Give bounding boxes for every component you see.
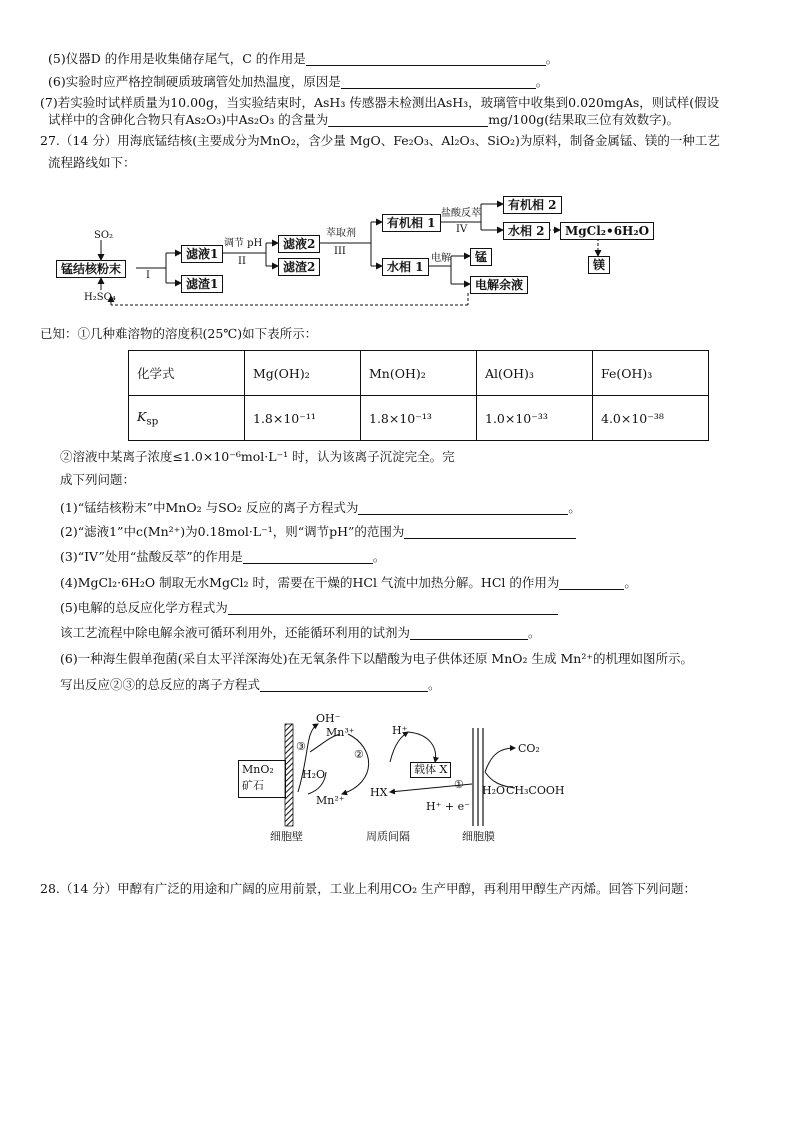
h2o-left-label: H₂O xyxy=(302,768,326,781)
q26-line-5 xyxy=(48,50,558,68)
part-6b-text: 写出反应②③的总反应的离子方程式 xyxy=(60,677,261,692)
answer-blank[interactable] xyxy=(328,112,488,127)
box-filtrate-1: 滤液1 xyxy=(181,245,223,263)
step-4-label: IV xyxy=(456,224,468,235)
q27-part-2 xyxy=(60,523,576,541)
box-powder: 锰结核粉末 xyxy=(56,260,126,278)
known-1 xyxy=(40,325,317,343)
table-cell: 化学式 xyxy=(129,351,245,396)
known-2 xyxy=(60,448,455,466)
q27-part-5b xyxy=(60,624,541,642)
hcl-strip-label: 盐酸反萃 xyxy=(441,208,481,219)
step-2-label: II xyxy=(238,256,246,267)
step-2-marker: ② xyxy=(354,748,364,761)
q27-part-1 xyxy=(60,499,581,517)
mechanism-diagram xyxy=(230,712,570,844)
part-1-end: 。 xyxy=(568,500,581,515)
box-organic-2: 有机相 2 xyxy=(503,196,562,214)
q26-line-7a xyxy=(40,94,719,112)
table-cell: 1.0×10⁻³³ xyxy=(477,396,593,441)
part-5b-end: 。 xyxy=(528,625,541,640)
q26-5-end: 。 xyxy=(545,51,559,66)
q26-6-text: (6)实验时应严格控制硬质玻璃管处加热温度，原因是 xyxy=(48,74,341,89)
box-aqueous-1: 水相 1 xyxy=(382,258,429,276)
q28-intro xyxy=(40,880,696,898)
box-residual: 电解余液 xyxy=(470,276,528,294)
q27-intro-2: 流程路线如下： xyxy=(48,155,136,170)
co2-label: CO₂ xyxy=(518,742,540,755)
table-cell: Mg(OH)₂ xyxy=(245,351,361,396)
part-6-text: (6)一种海生假单孢菌(采自太平洋深海处)在无氧条件下以醋酸为电子供体还原 MnO₂ 生成 Mn²⁺的机理如图所示。 xyxy=(60,651,693,666)
table-cell-ksp-label xyxy=(129,396,245,441)
electrolysis-label: 电解 xyxy=(431,253,451,264)
part-3-text: (3)“IV”处用“盐酸反萃”的作用是 xyxy=(60,549,243,564)
so2-label: SO₂ xyxy=(94,230,114,241)
q27-part-3 xyxy=(60,548,385,566)
mn2-label: Mn²⁺ xyxy=(316,794,345,807)
carrier-x-box: 载体 X xyxy=(410,762,451,778)
box-filtrate-2: 滤液2 xyxy=(278,235,320,253)
cell-membrane-label: 细胞膜 xyxy=(462,830,495,843)
q27-intro-1: 27.（14 分）用海底锰结核(主要成分为MnO₂，含少量 MgO、Fe₂O₃、Al₂O₃、SiO₂)为原料，制备金属锰、镁的一种工艺 xyxy=(40,133,720,148)
q27-part-6b xyxy=(60,676,441,694)
box-mg: 镁 xyxy=(588,256,610,274)
q26-line-7b xyxy=(48,111,679,129)
table-cell: 1.8×10⁻¹¹ xyxy=(245,396,361,441)
q26-7-text: (7)若实验时试样质量为10.00g，当实验结束时，AsH₃ 传感器未检测出AsH₃，玻璃管中收集到0.020mgAs，则试样(假设 xyxy=(40,95,720,110)
known-1-text: 已知：①几种难溶物的溶度积(25℃)如下表所示： xyxy=(40,326,318,341)
part-4-text: (4)MgCl₂·6H₂O 制取无水MgCl₂ 时，需要在干燥的HCl 气流中加热分解。HCl 的作用为 xyxy=(60,575,560,590)
answer-blank[interactable] xyxy=(410,625,528,640)
step-3-label: III xyxy=(334,246,346,257)
hplus-label: H⁺ xyxy=(392,724,408,737)
box-residue-2: 滤渣2 xyxy=(278,258,320,276)
box-mgcl2: MgCl₂•6H₂O xyxy=(560,222,654,240)
known-2-text: ②溶液中某离子浓度≤1.0×10⁻⁶mol·L⁻¹ 时，认为该离子沉淀完全。完 xyxy=(60,449,455,464)
q26-5-text: (5)仪器D 的作用是收集储存尾气，C 的作用是 xyxy=(48,51,306,66)
hx-label: HX xyxy=(370,786,388,799)
box-aqueous-2: 水相 2 xyxy=(503,222,550,240)
part-5b-text: 该工艺流程中除电解余液可循环利用外，还能循环利用的试剂为 xyxy=(60,625,411,640)
part-2-text: (2)“滤液1”中c(Mn²⁺)为0.18mol·L⁻¹，则“调节pH”的范围为 xyxy=(60,524,405,539)
q26-7-text-2: 试样中的含砷化合物只有As₂O₃)中As₂O₃ 的含量为 xyxy=(48,112,329,127)
q27-part-4 xyxy=(60,574,637,592)
part-6b-end: 。 xyxy=(428,677,441,692)
periplasm-label: 周质间隔 xyxy=(366,830,410,843)
step-1-label: I xyxy=(146,270,150,281)
q26-6-end: 。 xyxy=(535,74,549,89)
step-1-marker: ① xyxy=(454,778,464,791)
mno2-ore-box xyxy=(238,760,286,798)
adjust-ph-label: 调节 pH xyxy=(224,238,263,249)
box-residue-1: 滤渣1 xyxy=(181,275,223,293)
ksp-subscript: sp xyxy=(146,415,159,428)
box-organic-1: 有机相 1 xyxy=(382,214,441,232)
h-e-label: H⁺ + e⁻ xyxy=(426,800,470,813)
answer-blank[interactable] xyxy=(260,677,428,692)
answer-blank[interactable] xyxy=(404,524,576,539)
answer-blank[interactable] xyxy=(243,549,373,564)
table-header-row xyxy=(129,351,709,396)
q27-intro-line-2 xyxy=(48,154,136,172)
part-4-end: 。 xyxy=(624,575,637,590)
answer-blank[interactable] xyxy=(306,51,546,66)
mn3-label: Mn³⁺ xyxy=(326,726,355,739)
h2so4-label: H₂SO₄ xyxy=(84,292,116,303)
q28-intro-text: 28.（14 分）甲醇有广泛的用途和广阔的应用前景，工业上利用CO₂ 生产甲醇，再利用甲醇生产丙烯。回答下列问题： xyxy=(40,881,697,896)
part-5-text: (5)电解的总反应化学方程式为 xyxy=(60,600,228,615)
acetic-acid-label: CH₃COOH xyxy=(506,784,565,797)
table-row xyxy=(129,396,709,441)
part-1-text: (1)“锰结核粉末”中MnO₂ 与SO₂ 反应的离子方程式为 xyxy=(60,500,359,515)
box-mn: 锰 xyxy=(470,248,492,266)
q26-line-6 xyxy=(48,73,548,91)
table-cell: 1.8×10⁻¹³ xyxy=(361,396,477,441)
table-cell: Fe(OH)₃ xyxy=(593,351,709,396)
table-cell: Al(OH)₃ xyxy=(477,351,593,396)
q27-part-5 xyxy=(60,599,558,617)
ore-label: 矿石 xyxy=(242,779,264,792)
part-3-end: 。 xyxy=(372,549,386,564)
table-cell: Mn(OH)₂ xyxy=(361,351,477,396)
process-flowchart xyxy=(56,190,650,310)
cell-wall-label: 细胞壁 xyxy=(270,830,303,843)
extractant-label: 萃取剂 xyxy=(326,228,356,239)
answer-blank[interactable] xyxy=(559,575,624,590)
answer-blank[interactable] xyxy=(358,500,568,515)
known-3-text: 成下列问题： xyxy=(60,472,136,487)
q27-intro xyxy=(40,132,720,150)
answer-blank[interactable] xyxy=(228,600,558,615)
mno2-label: MnO₂ xyxy=(242,763,274,776)
oh-label: OH⁻ xyxy=(316,712,341,725)
q26-7-text-3: mg/100g(结果取三位有效数字)。 xyxy=(488,112,679,127)
ksp-table xyxy=(128,350,709,441)
step-3-marker: ③ xyxy=(296,740,306,753)
h2o-right-label: H₂O xyxy=(482,784,506,797)
table-cell: 4.0×10⁻³⁸ xyxy=(593,396,709,441)
answer-blank[interactable] xyxy=(341,74,536,89)
ksp-symbol: K xyxy=(137,408,147,424)
known-3 xyxy=(60,471,135,489)
q27-part-6 xyxy=(60,650,693,668)
